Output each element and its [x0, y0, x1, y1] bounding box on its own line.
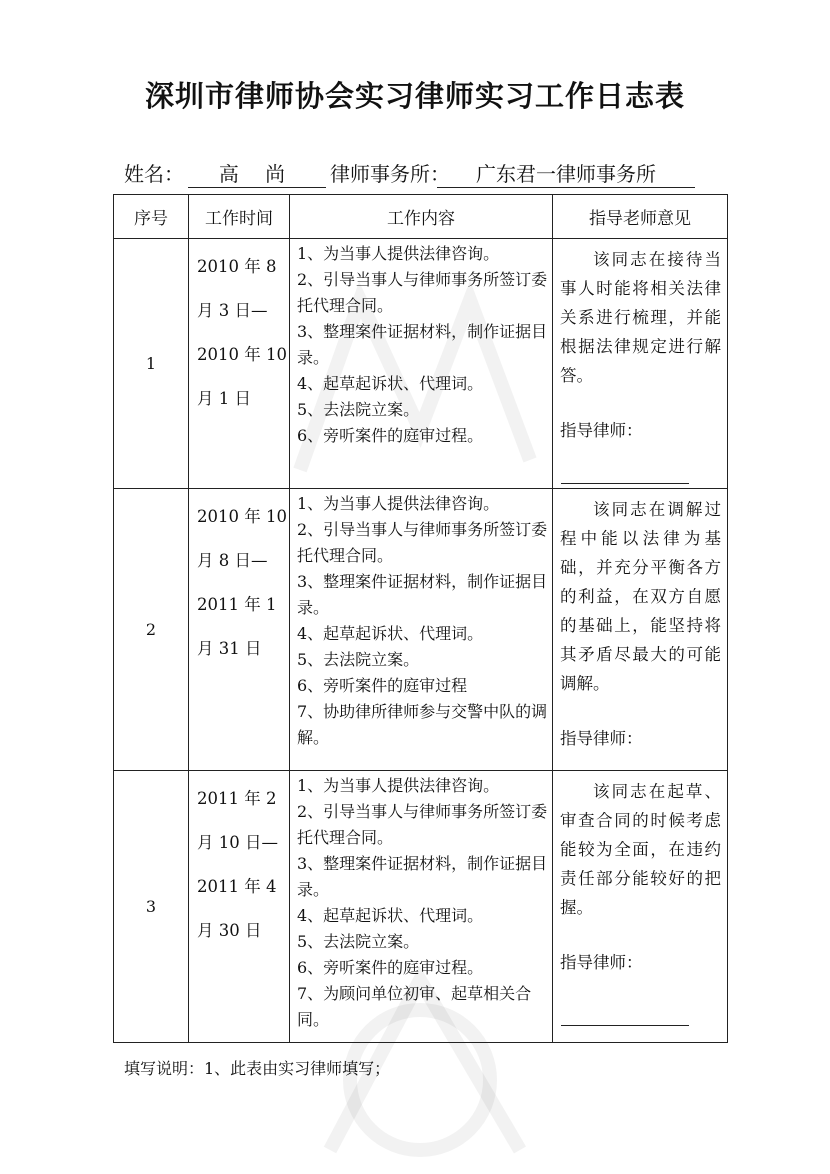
content-item: 2、引导当事人与律师事务所签订委托代理合同。	[297, 520, 548, 565]
header-no: 序号	[114, 195, 189, 239]
work-log-table	[113, 194, 728, 1043]
time-line: 月 30 日	[197, 921, 262, 940]
content-item: 7、为顾问单位初审、起草相关合同。	[297, 984, 532, 1029]
content-item: 3、整理案件证据材料，制作证据目录。	[297, 322, 548, 367]
content-item: 2、引导当事人与律师事务所签订委托代理合同。	[297, 802, 548, 847]
content-item: 4、起草起诉状、代理词。	[297, 906, 484, 925]
table-header-row	[114, 195, 728, 239]
header-content: 工作内容	[290, 195, 553, 239]
time-line: 2010 年 8	[197, 257, 277, 276]
name-label: 姓名：	[124, 162, 184, 186]
content-item: 6、旁听案件的庭审过程	[297, 676, 468, 695]
row-content	[290, 489, 553, 771]
content-item: 5、去法院立案。	[297, 400, 420, 419]
signer-label: 指导律师：	[560, 421, 643, 440]
content-item: 3、整理案件证据材料，制作证据目录。	[297, 854, 548, 899]
signature-line	[561, 1025, 689, 1026]
time-line: 2011 年 1	[197, 595, 277, 614]
time-line: 月 31 日	[197, 639, 262, 658]
content-item: 3、整理案件证据材料，制作证据目录。	[297, 572, 548, 617]
table-row	[114, 239, 728, 489]
personal-info	[124, 158, 704, 188]
content-item: 1、为当事人提供法律咨询。	[297, 244, 500, 263]
time-line: 月 10 日—	[197, 833, 278, 852]
row-opinion	[553, 771, 728, 1043]
row-time	[189, 239, 290, 489]
content-item: 6、旁听案件的庭审过程。	[297, 426, 484, 445]
row-opinion	[553, 489, 728, 771]
signature-line	[561, 483, 689, 484]
row-time	[189, 771, 290, 1043]
row-number: 2	[114, 489, 189, 771]
table-row	[114, 771, 728, 1043]
fill-instructions: 填写说明：1、此表由实习律师填写；	[124, 1059, 391, 1078]
time-line: 月 8 日—	[197, 551, 268, 570]
page-title: 深圳市律师协会实习律师实习工作日志表	[144, 79, 685, 113]
content-item: 6、旁听案件的庭审过程。	[297, 958, 484, 977]
content-item: 7、协助律所律师参与交警中队的调解。	[297, 702, 548, 747]
opinion-text: 该同志在调解过程中能以法律为基础，并充分平衡各方的利益，在双方自愿的基础上，能坚持将其矛盾尽最大的可能调解。	[560, 500, 721, 693]
row-content	[290, 239, 553, 489]
content-item: 4、起草起诉状、代理词。	[297, 374, 484, 393]
header-opinion: 指导老师意见	[553, 195, 728, 239]
signer-label: 指导律师：	[560, 953, 643, 972]
content-item: 2、引导当事人与律师事务所签订委托代理合同。	[297, 270, 548, 315]
row-opinion	[553, 239, 728, 489]
opinion-text: 该同志在接待当事人时能将相关法律关系进行梳理，并能根据法律规定进行解答。	[560, 250, 721, 385]
firm-label: 律师事务所：	[330, 162, 450, 186]
header-time: 工作时间	[189, 195, 290, 239]
signer-label: 指导律师：	[560, 729, 643, 748]
name-value: 高 尚	[188, 158, 326, 188]
opinion-text: 该同志在起草、审查合同的时候考虑能较为全面，在违约责任部分能较好的把握。	[560, 782, 721, 917]
time-line: 2011 年 2	[197, 789, 277, 808]
content-item: 5、去法院立案。	[297, 932, 420, 951]
content-item: 4、起草起诉状、代理词。	[297, 624, 484, 643]
time-line: 2010 年 10	[197, 507, 287, 526]
time-line: 2010 年 10	[197, 345, 287, 364]
time-line: 2011 年 4	[197, 877, 277, 896]
row-number: 1	[114, 239, 189, 489]
time-line: 月 3 日—	[197, 301, 268, 320]
content-item: 1、为当事人提供法律咨询。	[297, 776, 500, 795]
row-content	[290, 771, 553, 1043]
row-time	[189, 489, 290, 771]
table-row	[114, 489, 728, 771]
content-item: 1、为当事人提供法律咨询。	[297, 494, 500, 513]
content-item: 5、去法院立案。	[297, 650, 420, 669]
time-line: 月 1 日	[197, 389, 251, 408]
firm-value: 广东君一律师事务所	[437, 158, 695, 188]
row-number: 3	[114, 771, 189, 1043]
